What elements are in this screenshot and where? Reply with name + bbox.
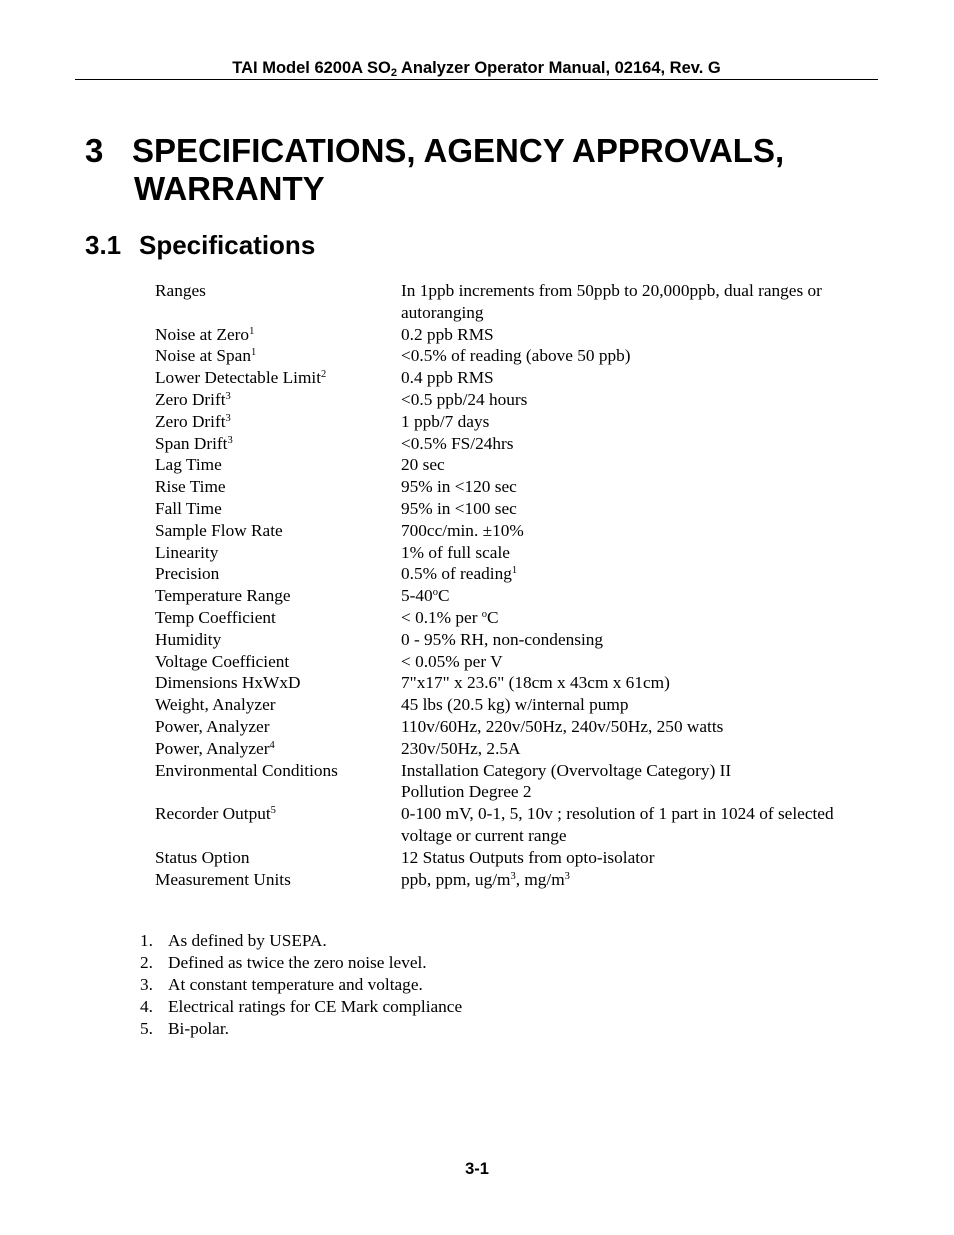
spec-row [155,672,875,694]
spec-label-text: Measurement Units [155,869,291,889]
footnote-marker: 5 [270,805,276,817]
spec-value-line: 0.2 ppb RMS [401,324,494,344]
header-title-suffix: Analyzer Operator Manual, 02164, Rev. G [397,59,721,77]
footnote-marker: 3 [225,412,231,424]
spec-row [155,651,875,673]
spec-row [155,367,875,389]
spec-value [401,803,875,847]
footnote-number: 4. [140,997,153,1016]
footnote-marker: 4 [269,739,275,751]
spec-value [401,716,875,738]
spec-label-text: Power, Analyzer [155,716,270,736]
footnote-text: Defined as twice the zero noise level. [168,953,427,972]
spec-label [155,520,401,542]
spec-value [401,454,875,476]
spec-value-line: <0.5 ppb/24 hours [401,389,528,409]
footnote-marker: 3 [227,434,233,446]
spec-row [155,585,875,607]
spec-row [155,760,875,804]
page-number: 3-1 [465,1160,489,1178]
spec-row [155,433,875,455]
spec-value-line: 0 - 95% RH, non-condensing [401,629,604,649]
spec-value-line: 110v/60Hz, 220v/50Hz, 240v/50Hz, 250 watts [401,716,724,736]
spec-value-line: 12 Status Outputs from opto-isolator [401,847,655,867]
spec-value [401,280,875,324]
spec-label [155,389,401,411]
chapter-title-line2: WARRANTY [134,170,325,207]
spec-label-text: Zero Drift [155,389,226,409]
spec-row [155,607,875,629]
spec-label-text: Weight, Analyzer [155,695,276,715]
header-rule [75,79,878,80]
spec-label-text: Temp Coefficient [155,607,276,627]
footnote-marker: 3 [225,390,231,402]
spec-label-text: Rise Time [155,477,226,497]
spec-label [155,738,401,760]
spec-label-text: Span Drift [155,433,228,453]
spec-label [155,629,401,651]
spec-label [155,411,401,433]
footnotes-list [140,930,840,1040]
specifications-table [155,280,875,890]
header-title-prefix: TAI Model 6200A SO [232,59,391,77]
spec-value [401,694,875,716]
spec-row [155,716,875,738]
spec-label [155,476,401,498]
spec-label [155,607,401,629]
spec-label [155,433,401,455]
spec-label-text: Fall Time [155,498,222,518]
spec-value-line: 0.4 ppb RMS [401,368,494,388]
spec-label [155,585,401,607]
running-header [75,57,878,79]
spec-label [155,345,401,367]
spec-value-line: 1 ppb/7 days [401,411,490,431]
spec-label-text: Power, Analyzer [155,738,270,758]
chapter-title [85,132,885,208]
spec-label [155,869,401,891]
spec-label-text: Lower Detectable Limit [155,368,322,388]
spec-value-line: 7"x17" x 23.6" (18cm x 43cm x 61cm) [401,673,670,693]
spec-label-text: Status Option [155,847,250,867]
footnote-item [140,1018,840,1040]
spec-value-line: Pollution Degree 2 [401,782,532,802]
footnote-text: Bi-polar. [168,1019,229,1038]
chapter-number: 3 [85,132,104,169]
spec-value [401,651,875,673]
spec-label [155,324,401,346]
spec-label [155,672,401,694]
spec-label-text: Recorder Output [155,804,271,824]
spec-label-text: Lag Time [155,455,222,475]
section-title-text: Specifications [139,230,316,260]
footnote-item [140,930,840,952]
footnote-number: 2. [140,953,153,972]
spec-label-text: Noise at Span [155,346,251,366]
footnote-number: 5. [140,1019,153,1038]
spec-value-line: <0.5% FS/24hrs [401,433,514,453]
spec-label [155,847,401,869]
spec-label-text: Ranges [155,281,206,300]
spec-row [155,454,875,476]
spec-row [155,629,875,651]
spec-value [401,847,875,869]
chapter-title-line1: SPECIFICATIONS, AGENCY APPROVALS, [132,132,785,169]
section-title [85,229,315,261]
spec-label-text: Noise at Zero [155,324,250,344]
footnote-text: As defined by USEPA. [168,931,327,950]
spec-value-line: Installation Category (Overvoltage Category) II [401,760,732,780]
footnote-item [140,974,840,996]
spec-label-text: Linearity [155,542,219,562]
spec-row [155,563,875,585]
spec-value: 5-40$^o$C [401,586,450,606]
spec-label-text: Voltage Coefficient [155,651,290,671]
spec-row [155,345,875,367]
spec-value [401,629,875,651]
spec-row [155,324,875,346]
spec-row [155,542,875,564]
spec-row [155,280,875,324]
spec-value [401,542,875,564]
spec-value-line: autoranging [401,302,484,322]
spec-label-text: Precision [155,564,220,584]
footnote-text: Electrical ratings for CE Mark compliance [168,997,463,1016]
spec-row [155,389,875,411]
spec-row [155,803,875,847]
spec-label [155,760,401,804]
spec-value: < 0.1% per $^o$C [401,607,499,627]
footnote-number: 3. [140,975,153,994]
spec-value-line: voltage or current range [401,825,567,845]
spec-label-text: Temperature Range [155,586,291,606]
footnote-item [140,996,840,1018]
spec-label [155,280,401,324]
spec-value-line: 700cc/min. ±10% [401,520,524,540]
spec-value-line: 1% of full scale [401,542,510,562]
spec-row [155,476,875,498]
spec-label [155,542,401,564]
spec-value-line: < 0.05% per V [401,651,503,671]
spec-value [401,672,875,694]
spec-value-line: In 1ppb increments from 50ppb to 20,000ppb, dual ranges or [401,281,822,300]
spec-value [401,389,875,411]
spec-label [155,498,401,520]
spec-value [401,738,875,760]
header-title-subscript: 2 [390,67,398,79]
footnote-text: At constant temperature and voltage. [168,975,423,994]
spec-value-line: 0-100 mV, 0-1, 5, 10v ; resolution of 1 part in 1024 of selected [401,804,834,824]
spec-value-line: 95% in <100 sec [401,498,517,518]
spec-label [155,694,401,716]
spec-label-text: Humidity [155,629,222,649]
spec-label-text: Sample Flow Rate [155,520,283,540]
spec-value: ppb, ppm, $ug/m^3$, $mg/m^3$ [401,869,570,889]
spec-value [401,324,875,346]
spec-label [155,454,401,476]
spec-value [401,498,875,520]
spec-row [155,498,875,520]
spec-label [155,716,401,738]
spec-value [401,345,875,367]
spec-value: 0.5% of reading$^1$ [401,564,518,584]
spec-value [401,476,875,498]
spec-label [155,367,401,389]
spec-row [155,694,875,716]
spec-label [155,563,401,585]
spec-value [401,367,875,389]
spec-value [401,433,875,455]
footnote-item [140,952,840,974]
spec-label [155,651,401,673]
spec-value-line: 230v/50Hz, 2.5A [401,738,521,758]
spec-value [401,411,875,433]
spec-row [155,520,875,542]
footnote-marker: 1 [251,347,257,359]
spec-label-text: Environmental Conditions [155,760,338,780]
spec-value-line: 20 sec [401,455,445,475]
spec-value-line: 45 lbs (20.5 kg) w/internal pump [401,695,629,715]
spec-value [401,520,875,542]
footnote-marker: 1 [249,325,255,337]
section-number: 3.1 [85,230,122,260]
spec-row [155,847,875,869]
footnote-number: 1. [140,931,153,950]
spec-label-text: Zero Drift [155,411,226,431]
spec-row [155,411,875,433]
footnote-marker: 2 [321,369,327,381]
spec-label [155,803,401,847]
spec-row [155,738,875,760]
spec-row [155,869,875,891]
spec-value-line: 95% in <120 sec [401,477,517,497]
spec-value [401,760,875,804]
spec-label-text: Dimensions HxWxD [155,673,301,693]
spec-value-line: <0.5% of reading (above 50 ppb) [401,346,631,366]
